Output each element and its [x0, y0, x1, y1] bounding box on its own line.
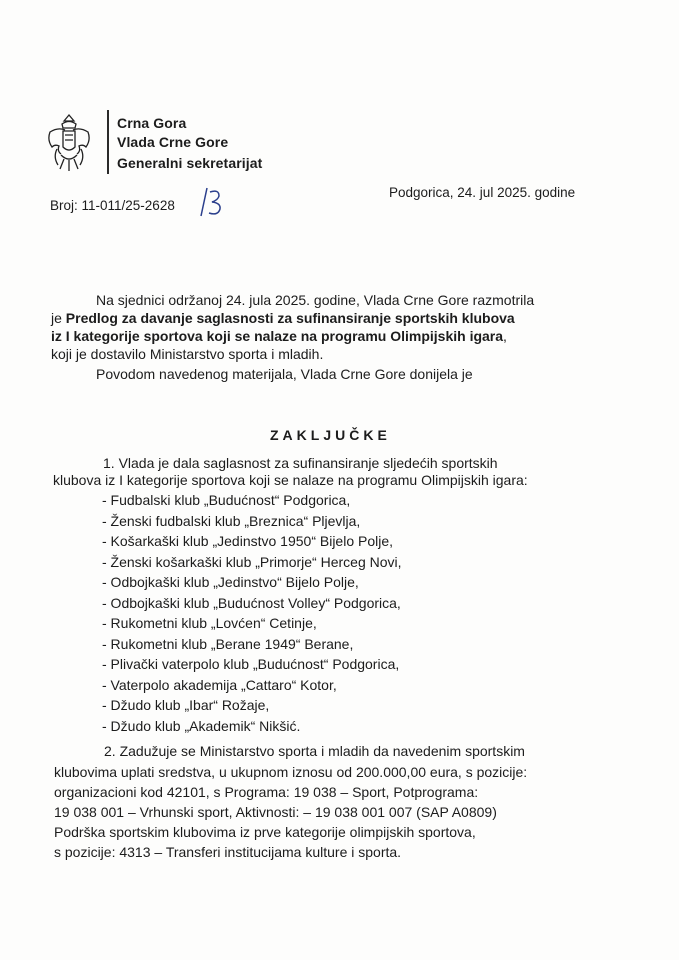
point-2-line-6: s pozicije: 4313 – Transferi institucijama kulture i sporta.: [54, 844, 402, 860]
intro-line-4: koji je dostavilo Ministarstvo sporta i mladih.: [51, 346, 324, 362]
proposal-title-part-2: iz I kategorije sportova koji se nalaze na programu Olimpijskih igara: [51, 328, 504, 344]
reference-number: Broj: 11-011/25-2628: [50, 198, 175, 213]
list-item: - Ženski fudbalski klub „Breznica“ Pljevlja,: [102, 512, 361, 529]
point-2-line-2: klubovima uplati sredstva, u ukupnom iznosu od 200.000,00 eura, s pozicije:: [54, 764, 528, 780]
place-date: Podgorica, 24. jul 2025. godine: [389, 185, 576, 200]
handwritten-suffix-icon: [198, 186, 224, 218]
point-1-line-2: klubova iz I kategorije sportova koji se nalaze na programu Olimpijskih igara:: [53, 472, 528, 488]
list-item: - Plivački vaterpolo klub „Budućnost“ Podgorica,: [102, 656, 400, 672]
header-country: Crna Gora: [117, 115, 187, 131]
intro-line-3: iz I kategorije sportova koji se nalaze na programu Olimpijskih igara,: [51, 328, 507, 344]
point-2-line-4: 19 038 001 – Vrhunski sport, Aktivnosti: – 19 038 001 007 (SAP A0809): [54, 804, 497, 820]
list-item: - Ženski košarkaški klub „Primorje“ Herceg Novi,: [102, 553, 402, 570]
list-item: - Rukometni klub „Lovćen“ Cetinje,: [102, 615, 317, 631]
list-item: - Džudo klub „Akademik“ Nikšić.: [102, 717, 301, 734]
section-title: ZAKLJUČKE: [270, 427, 391, 443]
point-2-line-5: Podrška sportskim klubovima iz prve kategorije olimpijskih sportova,: [54, 824, 476, 840]
header-department: Generalni sekretarijat: [117, 155, 263, 171]
header-divider: [107, 110, 109, 174]
list-item: - Odbojkaški klub „Jedinstvo“ Bijelo Polje,: [102, 574, 359, 590]
intro-line-2: je Predlog za davanje saglasnosti za sufinansiranje sportskih klubova: [51, 310, 515, 326]
intro-line-1: Na sjednici održanoj 24. jula 2025. godine, Vlada Crne Gore razmotrila: [96, 292, 535, 308]
intro-line-5: Povodom navedenog materijala, Vlada Crne Gore donijela je: [96, 366, 473, 382]
proposal-title-part-1: Predlog za davanje saglasnosti za sufinansiranje sportskih klubova: [65, 310, 515, 326]
list-item: - Fudbalski klub „Budućnost“ Podgorica,: [102, 492, 351, 508]
header-government: Vlada Crne Gore: [117, 134, 229, 150]
list-item: - Vaterpolo akademija „Cattaro“ Kotor,: [102, 676, 337, 693]
point-2-line-3: organizacioni kod 42101, s Programa: 19 038 – Sport, Potprograma:: [54, 784, 479, 800]
list-item: - Džudo klub „Ibar“ Rožaje,: [102, 697, 270, 713]
list-item: - Rukometni klub „Berane 1949“ Berane,: [102, 635, 354, 652]
point-1-line-1: 1. Vlada je dala saglasnost za sufinansiranje sljedećih sportskih: [103, 455, 498, 471]
point-2-line-1: 2. Zadužuje se Ministarstvo sporta i mladih da navedenim sportskim: [104, 743, 525, 759]
list-item: - Odbojkaški klub „Budućnost Volley“ Podgorica,: [102, 594, 401, 611]
coat-of-arms-icon: [44, 113, 94, 177]
list-item: - Košarkaški klub „Jedinstvo 1950“ Bijelo Polje,: [102, 533, 394, 549]
clubs-list: [102, 490, 402, 736]
